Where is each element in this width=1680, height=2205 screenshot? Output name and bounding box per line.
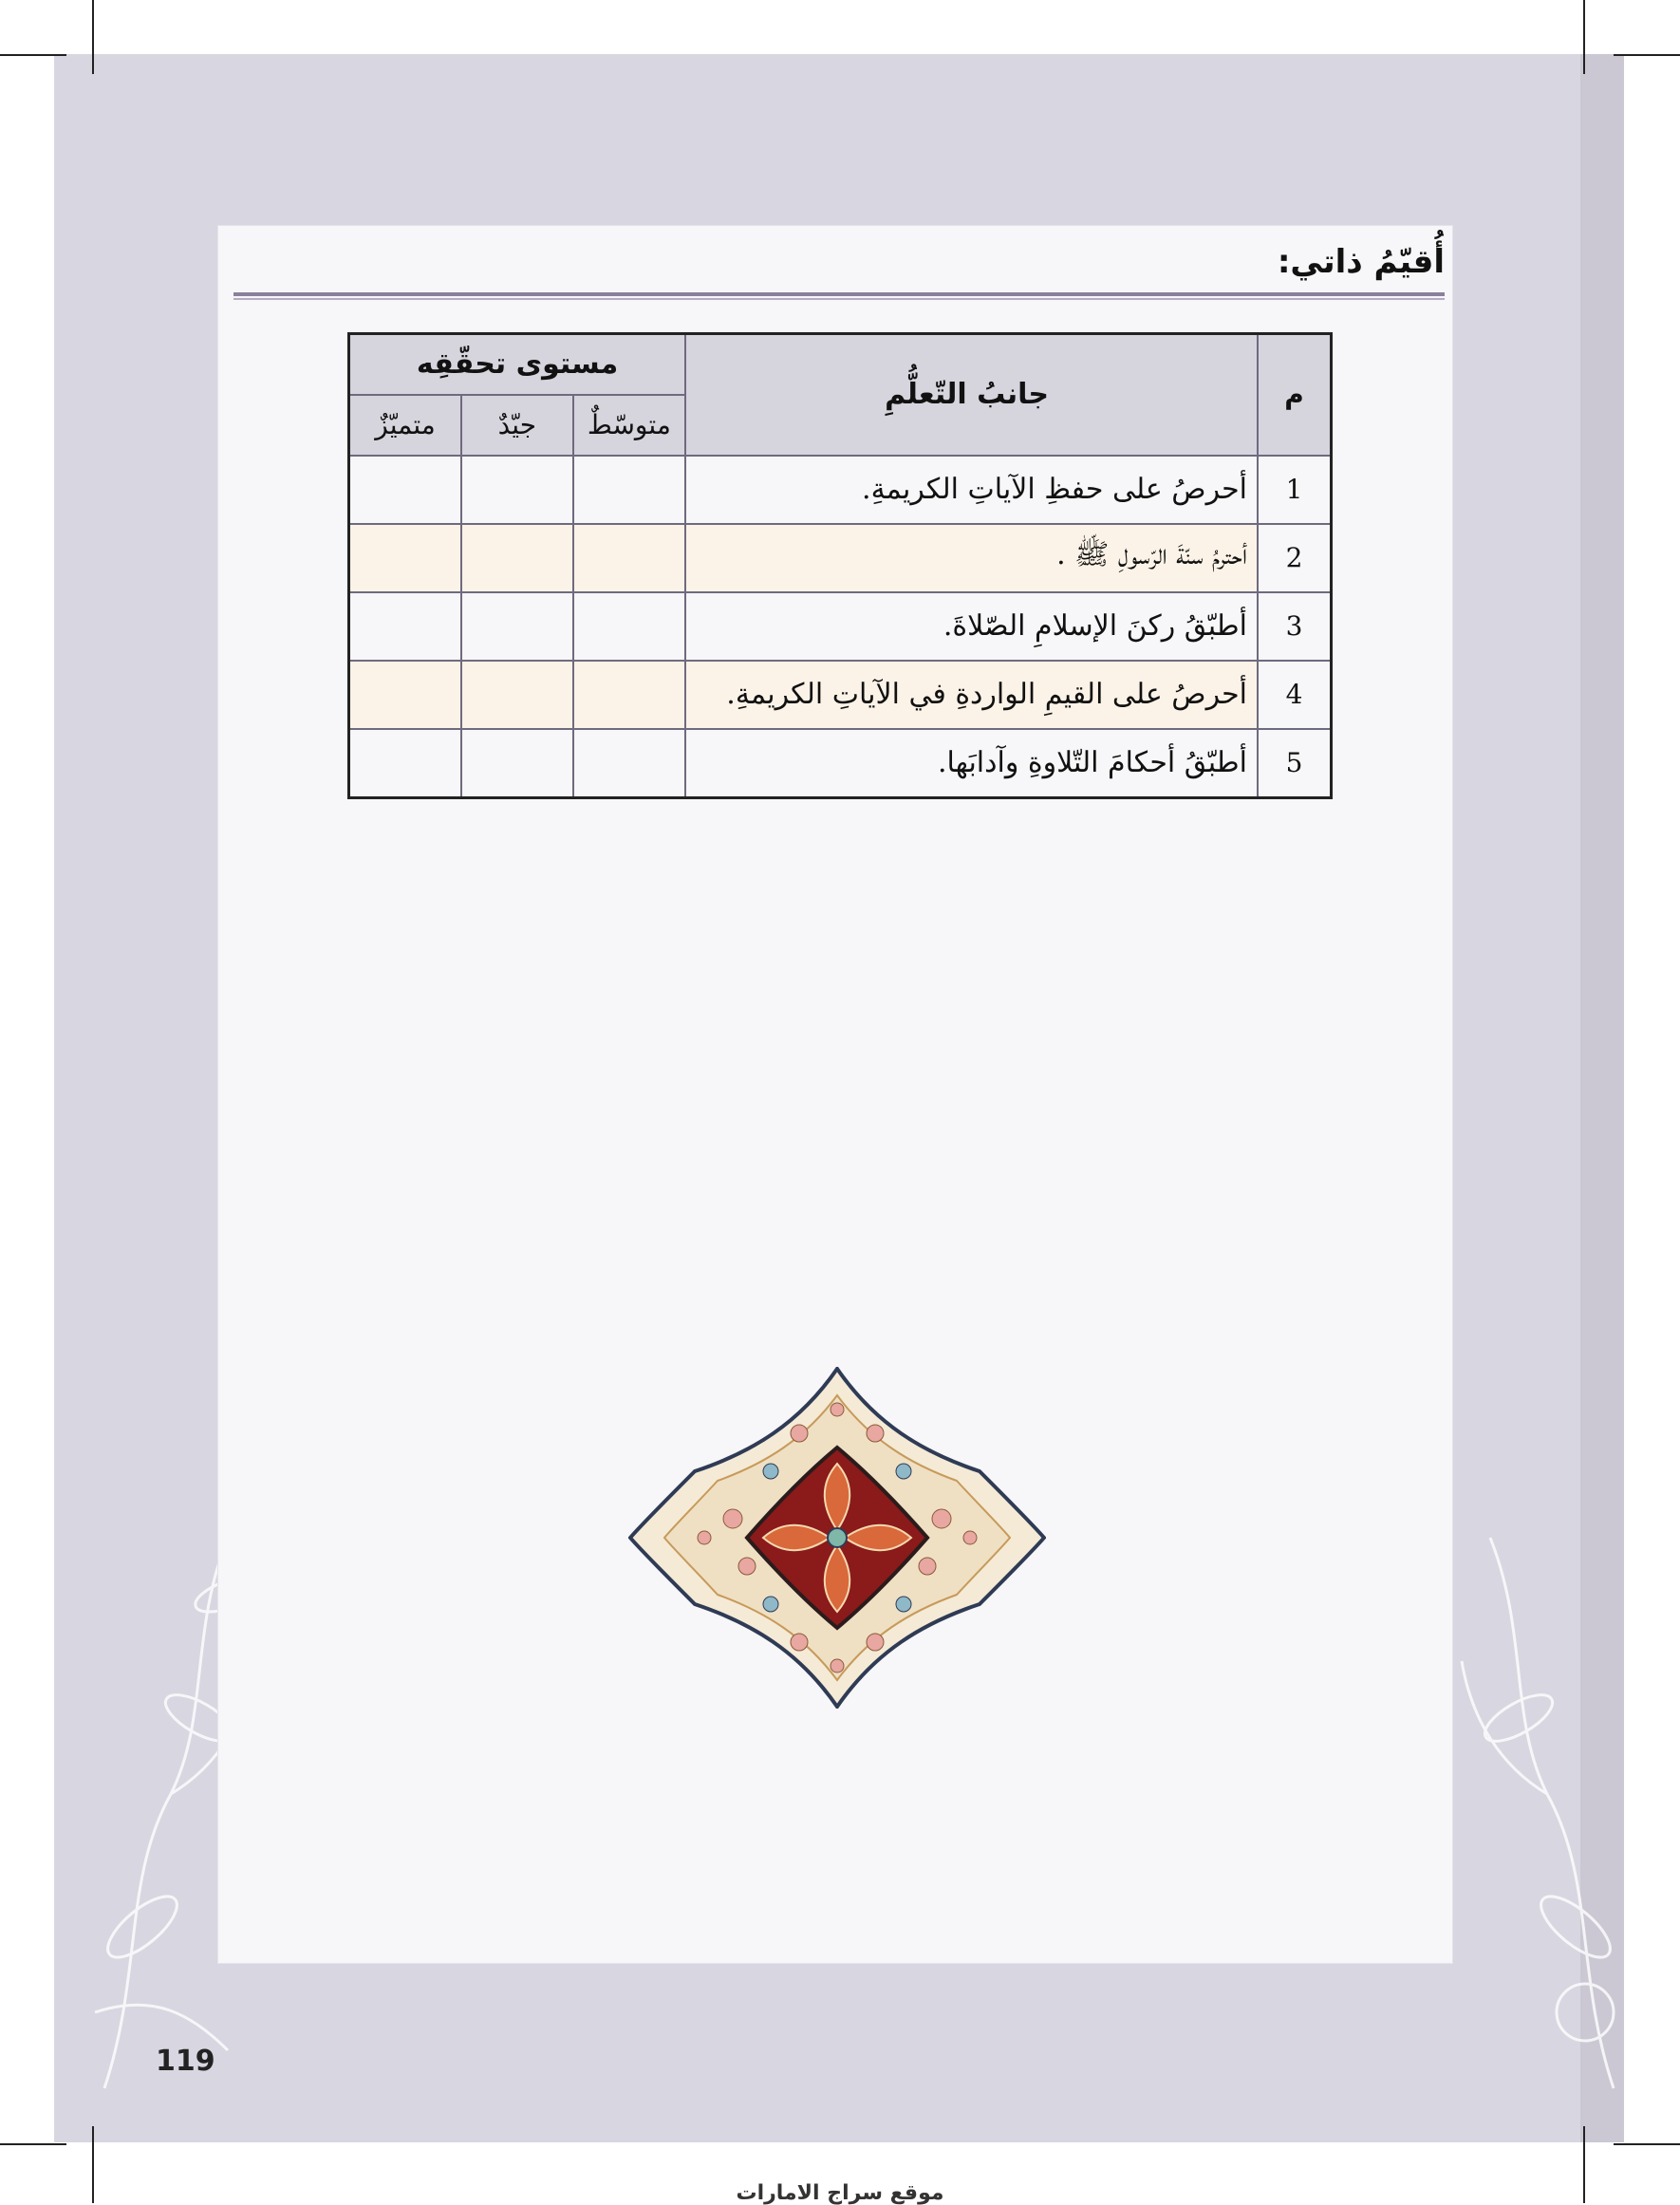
row-number: 4	[1258, 661, 1331, 729]
level-good-cell[interactable]	[461, 592, 573, 661]
level-excellent-cell[interactable]	[349, 524, 462, 592]
header-learning-aspect: جانبُ التّعلُّمِ	[685, 334, 1258, 456]
table-row	[349, 729, 1332, 798]
row-number: 5	[1258, 729, 1331, 798]
level-good-cell[interactable]	[461, 456, 573, 524]
header-level-average: متوسّطٌ	[573, 395, 685, 456]
row-text: أطبّقُ ركنَ الإسلامِ الصّلاةَ.	[685, 592, 1258, 661]
row-number: 3	[1258, 592, 1331, 661]
row-number: 1	[1258, 456, 1331, 524]
level-average-cell[interactable]	[573, 729, 685, 798]
table-row	[349, 456, 1332, 524]
header-achievement-level: مستوى تحقّقِه	[349, 334, 686, 395]
crop-mark	[0, 2143, 66, 2145]
level-good-cell[interactable]	[461, 524, 573, 592]
level-average-cell[interactable]	[573, 524, 685, 592]
crop-mark	[0, 54, 66, 56]
level-excellent-cell[interactable]	[349, 729, 462, 798]
crop-mark	[1583, 0, 1585, 74]
crop-mark	[1614, 2143, 1680, 2145]
header-level-excellent: متميّزٌ	[349, 395, 462, 456]
footer-site-name: موقع سراج الامارات	[736, 2181, 944, 2205]
table-row	[349, 592, 1332, 661]
row-text: أحرصُ على القيمِ الواردةِ في الآياتِ الكريمةِ.	[685, 661, 1258, 729]
row-text: أحرصُ على حفظِ الآياتِ الكريمةِ.	[685, 456, 1258, 524]
table-row	[349, 524, 1332, 592]
header-level-good: جيّدٌ	[461, 395, 573, 456]
level-average-cell[interactable]	[573, 661, 685, 729]
level-excellent-cell[interactable]	[349, 456, 462, 524]
crop-mark	[92, 0, 94, 74]
section-heading: أُقيّمُ ذاتي:	[1277, 243, 1445, 281]
crop-mark	[1614, 54, 1680, 56]
floral-decoration-right	[1443, 1481, 1633, 2107]
self-assessment-table	[347, 332, 1333, 799]
page-number: 119	[156, 2045, 215, 2078]
row-number: 2	[1258, 524, 1331, 592]
level-average-cell[interactable]	[573, 592, 685, 661]
level-good-cell[interactable]	[461, 661, 573, 729]
row-text: أحترمُ سنّةَ الرّسولِ ﷺ .	[685, 524, 1258, 592]
islamic-ornament	[628, 1367, 1046, 1709]
heading-divider	[233, 292, 1445, 300]
table-row	[349, 661, 1332, 729]
level-good-cell[interactable]	[461, 729, 573, 798]
level-average-cell[interactable]	[573, 456, 685, 524]
row-text: أطبّقُ أحكامَ التّلاوةِ وآدابَها.	[685, 729, 1258, 798]
level-excellent-cell[interactable]	[349, 592, 462, 661]
level-excellent-cell[interactable]	[349, 661, 462, 729]
header-number: م	[1258, 334, 1331, 456]
